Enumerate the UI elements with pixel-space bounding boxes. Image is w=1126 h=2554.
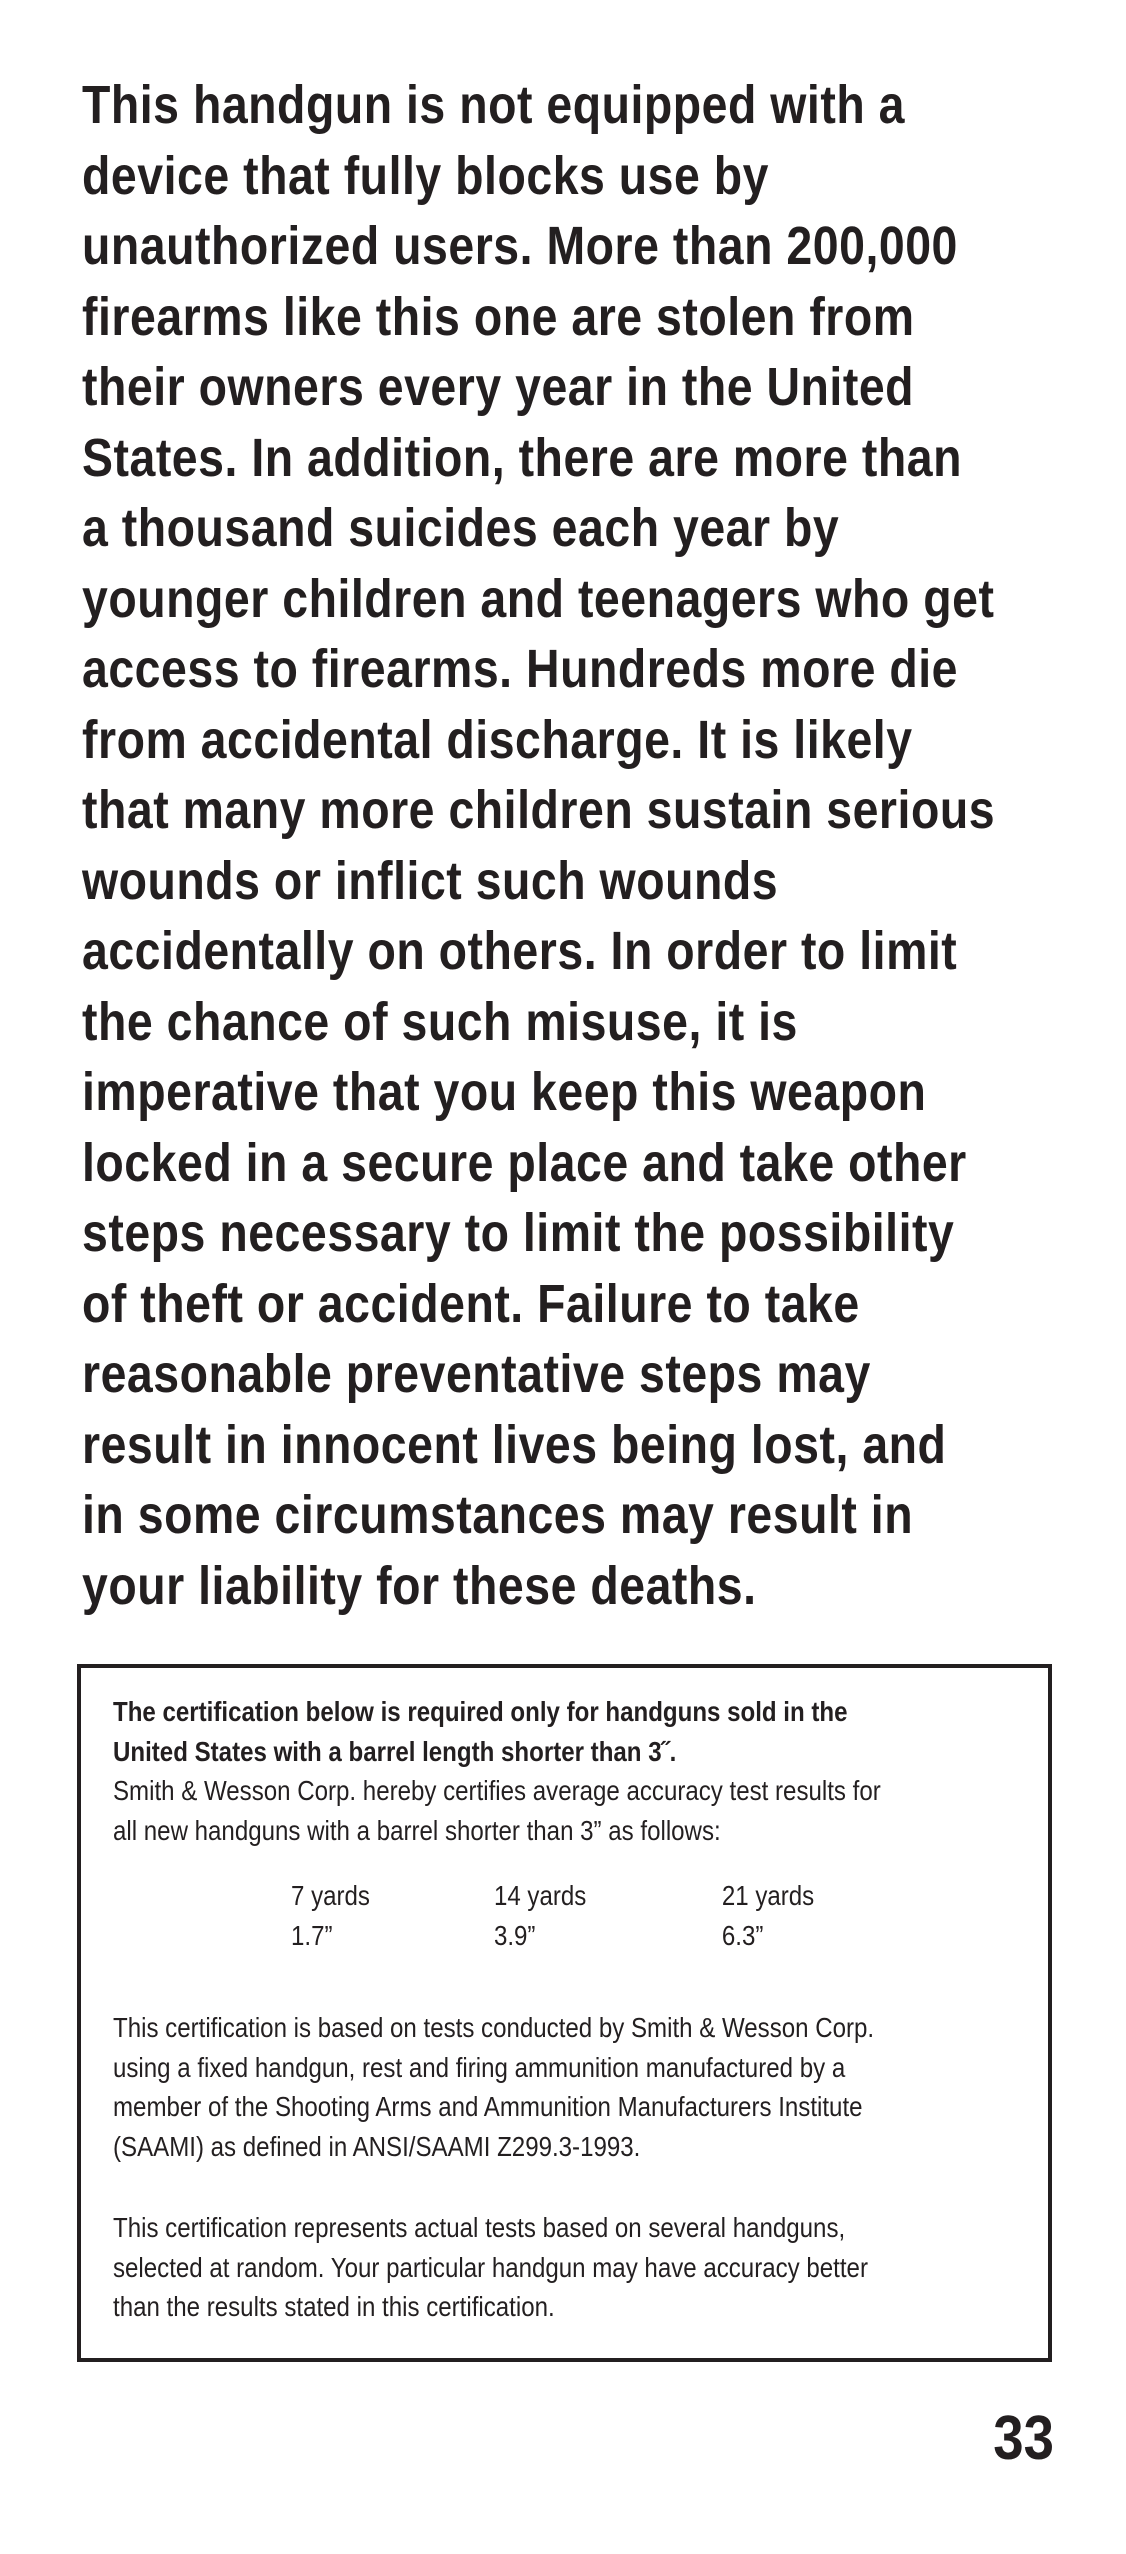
result-column-14-yards — [494, 1876, 586, 1955]
result-value: 1.7” — [291, 1919, 333, 1951]
warning-line: that many more children sustain serious — [82, 780, 996, 840]
warning-paragraph — [82, 70, 996, 1621]
certification-disclaimer-line: This certification represents actual tests based on several handguns, — [113, 2212, 846, 2243]
warning-line: locked in a secure place and take other — [82, 1132, 967, 1193]
warning-line: younger children and teenagers who get — [82, 568, 995, 629]
warning-line: the chance of such misuse, it is — [82, 991, 798, 1052]
warning-line: device that fully blocks use by — [82, 145, 770, 206]
warning-line: This handgun is not equipped with a — [82, 75, 905, 135]
warning-line: wounds or inflict such wounds — [82, 850, 779, 911]
warning-line: of theft or accident. Failure to take — [82, 1273, 860, 1334]
result-distance: 7 yards — [291, 1880, 370, 1911]
warning-line: result in innocent lives being lost, and — [82, 1414, 947, 1475]
result-value: 3.9” — [493, 1919, 536, 1951]
warning-line: accidentally on others. In order to limit — [82, 921, 958, 981]
certification-disclaimer-line: selected at random. Your particular handgun may have accuracy better — [113, 2251, 868, 2283]
certification-disclaimer — [113, 2208, 999, 2327]
warning-line: from accidental discharge. It is likely — [82, 709, 913, 770]
certification-intro-line: Smith & Wesson Corp. hereby certifies average accuracy test results for — [113, 1775, 881, 1806]
result-distance: 14 yards — [493, 1880, 587, 1911]
certification-heading: United States with a barrel length shorter than 3˝. — [113, 1735, 677, 1767]
certification-basis-line: (SAAMI) as defined in ANSI/SAAMI Z299.3-1993. — [113, 2130, 641, 2162]
certification-intro — [113, 1692, 999, 1850]
warning-line: access to firearms. Hundreds more die — [82, 639, 958, 699]
certification-basis-line: member of the Shooting Arms and Ammunition Manufacturers Institute — [113, 2091, 863, 2122]
certification-disclaimer-line: than the results stated in this certification. — [113, 2291, 555, 2322]
result-value: 6.3” — [721, 1919, 764, 1951]
result-column-21-yards — [722, 1876, 814, 1955]
warning-line: your liability for these deaths. — [82, 1555, 757, 1616]
warning-line: imperative that you keep this weapon — [82, 1062, 927, 1122]
certification-heading: The certification below is required only for handguns sold in the — [113, 1696, 848, 1727]
warning-line: a thousand suicides each year by — [82, 498, 840, 558]
warning-line: steps necessary to limit the possibility — [82, 1203, 955, 1263]
certification-basis-line: This certification is based on tests conducted by Smith & Wesson Corp. — [113, 2012, 875, 2043]
result-distance: 21 yards — [721, 1880, 815, 1911]
warning-line: their owners every year in the United — [82, 357, 915, 417]
result-column-7-yards — [291, 1876, 370, 1955]
certification-box — [77, 1664, 1052, 2362]
warning-line: unauthorized users. More than 200,000 — [82, 216, 958, 276]
certification-intro-line: all new handguns with a barrel shorter than 3” as follows: — [113, 1814, 721, 1846]
page-number: 33 — [993, 2404, 1054, 2473]
warning-line: reasonable preventative steps may — [82, 1344, 871, 1404]
certification-basis — [113, 2008, 999, 2166]
warning-line: firearms like this one are stolen from — [82, 286, 915, 347]
warning-line: in some circumstances may result in — [82, 1485, 914, 1545]
warning-line: States. In addition, there are more than — [82, 427, 962, 488]
certification-basis-line: using a fixed handgun, rest and firing ammunition manufactured by a — [113, 2051, 846, 2083]
